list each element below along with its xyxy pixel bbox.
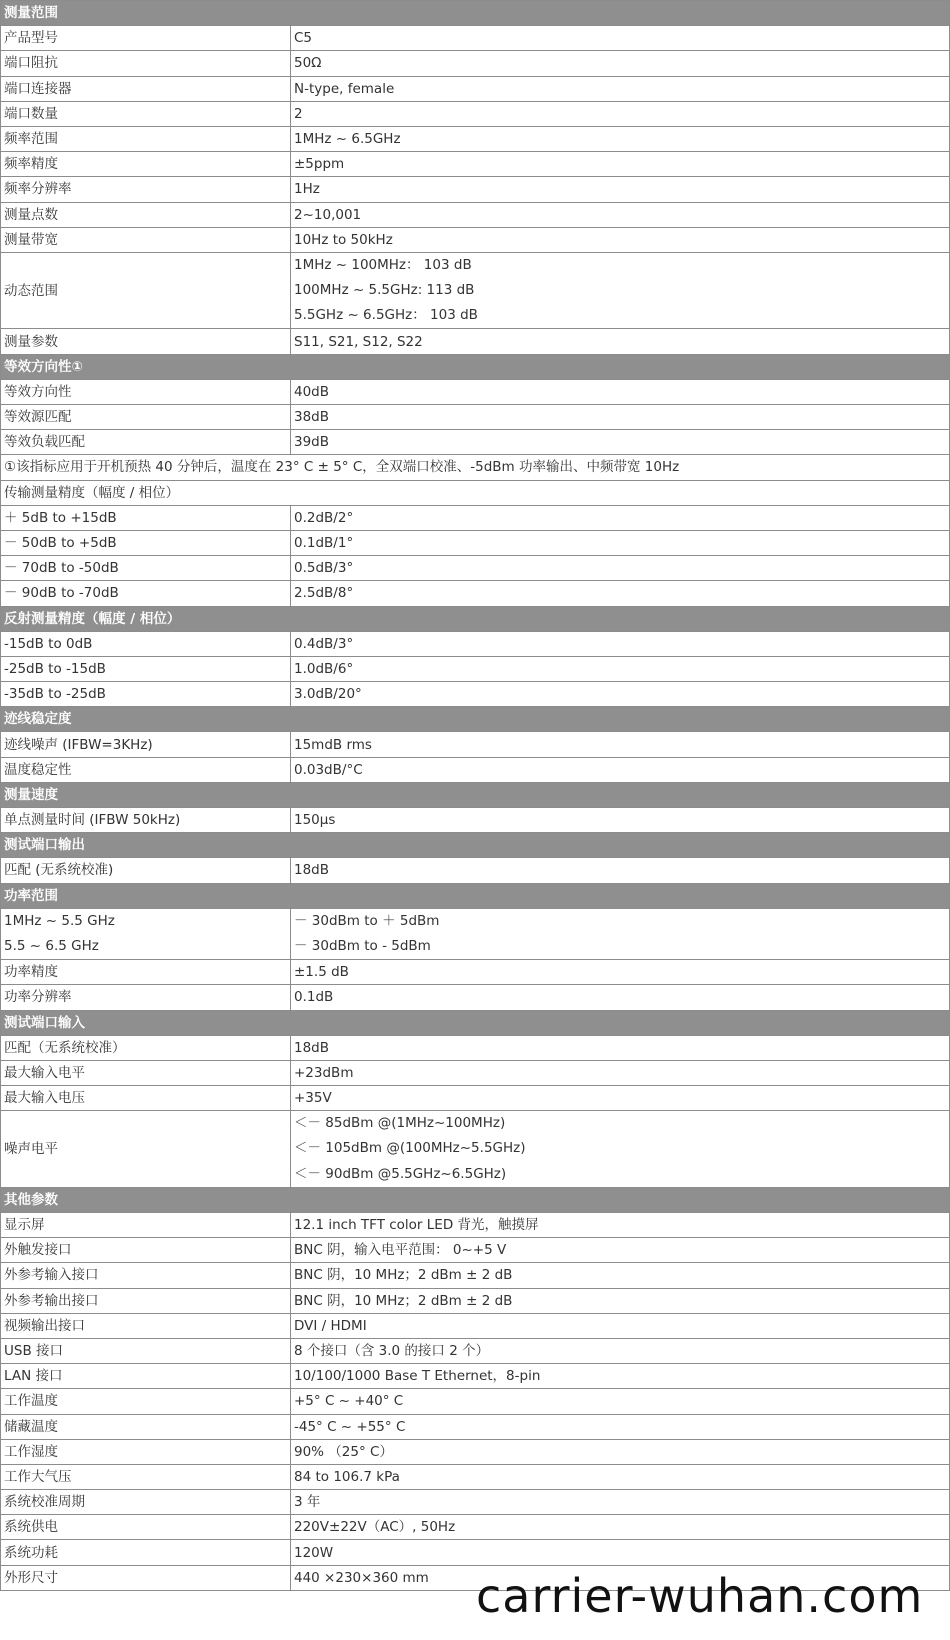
spec-label: 外参考输入接口 (1, 1263, 291, 1288)
spec-row (1, 757, 950, 782)
section-header-row (1, 354, 950, 379)
spec-row (1, 379, 950, 404)
section-title: 测量速度 (1, 782, 950, 807)
spec-value: BNC 阴，10 MHz；2 dBm ± 2 dB (291, 1288, 950, 1313)
spec-value: 0.1dB/1° (291, 530, 950, 555)
spec-value: 220V±22V（AC）, 50Hz (291, 1515, 950, 1540)
spec-value: 1.0dB/6° (291, 656, 950, 681)
section-title: 测量范围 (1, 1, 950, 26)
spec-label: 工作湿度 (1, 1439, 291, 1464)
spec-row (1, 1364, 950, 1389)
spec-label: 单点测量时间 (IFBW 50kHz) (1, 808, 291, 833)
spec-label: ＋ 5dB to +15dB (1, 505, 291, 530)
spec-value: 38dB (291, 405, 950, 430)
spec-value-line: 100MHz ~ 5.5GHz: 113 dB (294, 282, 475, 299)
spec-label: 噪声电平 (1, 1111, 291, 1188)
spec-value: 90% （25° C） (291, 1439, 950, 1464)
spec-label: 迹线噪声 (IFBW=3KHz) (1, 732, 291, 757)
spec-row (1, 1338, 950, 1363)
spec-label: 系统功耗 (1, 1540, 291, 1565)
spec-value: 10Hz to 50kHz (291, 227, 950, 252)
spec-row (1, 581, 950, 606)
spec-label: 端口阻抗 (1, 51, 291, 76)
spec-row (1, 960, 950, 985)
spec-label: 端口连接器 (1, 76, 291, 101)
spec-label: － 70dB to -50dB (1, 556, 291, 581)
spec-label: 功率分辨率 (1, 985, 291, 1010)
spec-row (1, 227, 950, 252)
spec-label: 最大输入电平 (1, 1060, 291, 1085)
spec-value: 0.5dB/3° (291, 556, 950, 581)
spec-row (1, 1515, 950, 1540)
spec-row (1, 1213, 950, 1238)
spec-value: +35V (291, 1086, 950, 1111)
spec-value: 2.5dB/8° (291, 581, 950, 606)
spec-value: ±5ppm (291, 152, 950, 177)
spec-row (1, 1060, 950, 1085)
spec-row (1, 656, 950, 681)
section-title: 测试端口输入 (1, 1010, 950, 1035)
spec-value-line: ＜－ 90dBm @5.5GHz~6.5GHz) (294, 1165, 507, 1182)
spec-label: 测量带宽 (1, 227, 291, 252)
spec-label: 显示屏 (1, 1213, 291, 1238)
spec-value: S11, S21, S12, S22 (291, 329, 950, 354)
spec-value: 50Ω (291, 51, 950, 76)
spec-value: 12.1 inch TFT color LED 背光，触摸屏 (291, 1213, 950, 1238)
spec-value-line: ＜－ 85dBm @(1MHz~100MHz) (294, 1115, 506, 1132)
spec-row (1, 1439, 950, 1464)
spec-label: LAN 接口 (1, 1364, 291, 1389)
spec-label-line: 1MHz ~ 5.5 GHz (4, 912, 115, 929)
spec-label: 动态范围 (1, 252, 291, 329)
spec-label: 储藏温度 (1, 1414, 291, 1439)
spec-row (1, 252, 950, 329)
spec-label: 端口数量 (1, 101, 291, 126)
spec-label: -25dB to -15dB (1, 656, 291, 681)
spec-value: 0.03dB/°C (291, 757, 950, 782)
spec-row (1, 505, 950, 530)
spec-value: 18dB (291, 1035, 950, 1060)
spec-row (1, 26, 950, 51)
spec-value: ±1.5 dB (291, 960, 950, 985)
spec-value: N-type, female (291, 76, 950, 101)
spec-label: 匹配（无系统校准） (1, 1035, 291, 1060)
spec-label: -15dB to 0dB (1, 631, 291, 656)
spec-label: 系统校准周期 (1, 1490, 291, 1515)
spec-value-line: 5.5GHz ~ 6.5GHz： 103 dB (294, 307, 478, 324)
spec-row (1, 1414, 950, 1439)
spec-value: 3.0dB/20° (291, 682, 950, 707)
section-title: 等效方向性① (1, 354, 950, 379)
spec-label: 测量参数 (1, 329, 291, 354)
spec-label-line: 5.5 ~ 6.5 GHz (4, 937, 99, 954)
section-header-row (1, 606, 950, 631)
spec-value: 2 (291, 101, 950, 126)
spec-label: 系统供电 (1, 1515, 291, 1540)
spec-value: 150μs (291, 808, 950, 833)
spec-row (1, 177, 950, 202)
spec-label: 产品型号 (1, 26, 291, 51)
spec-row (1, 858, 950, 883)
spec-label: 工作大气压 (1, 1464, 291, 1489)
spec-row (1, 682, 950, 707)
spec-row (1, 1111, 950, 1188)
spec-row (1, 985, 950, 1010)
note-row (1, 480, 950, 505)
spec-label: 频率精度 (1, 152, 291, 177)
spec-row (1, 405, 950, 430)
spec-row (1, 1540, 950, 1565)
spec-value-line: － 30dBm to ＋ 5dBm (294, 912, 440, 929)
spec-label: 外形尺寸 (1, 1565, 291, 1590)
section-header-row (1, 1010, 950, 1035)
spec-label: 外触发接口 (1, 1238, 291, 1263)
spec-row (1, 1490, 950, 1515)
spec-value: 8 个接口（含 3.0 的接口 2 个） (291, 1338, 950, 1363)
section-title: 其他参数 (1, 1187, 950, 1212)
spec-value: 84 to 106.7 kPa (291, 1464, 950, 1489)
spec-value: 18dB (291, 858, 950, 883)
spec-row (1, 732, 950, 757)
watermark-text: carrier-wuhan.com (476, 1569, 924, 1623)
spec-row (1, 51, 950, 76)
spec-value: 0.2dB/2° (291, 505, 950, 530)
spec-row (1, 430, 950, 455)
spec-label: 频率范围 (1, 126, 291, 151)
spec-row (1, 1086, 950, 1111)
spec-label: 最大输入电压 (1, 1086, 291, 1111)
spec-value: +5° C ~ +40° C (291, 1389, 950, 1414)
spec-row (1, 1389, 950, 1414)
spec-row (1, 1464, 950, 1489)
section-title: 测试端口输出 (1, 833, 950, 858)
spec-label: USB 接口 (1, 1338, 291, 1363)
spec-label: － 50dB to +5dB (1, 530, 291, 555)
spec-row (1, 1288, 950, 1313)
spec-value: 1Hz (291, 177, 950, 202)
spec-value: BNC 阴，输入电平范围： 0~+5 V (291, 1238, 950, 1263)
spec-value: 39dB (291, 430, 950, 455)
spec-row (1, 329, 950, 354)
section-header-row (1, 883, 950, 908)
spec-label: 测量点数 (1, 202, 291, 227)
spec-value: 2~10,001 (291, 202, 950, 227)
spec-row (1, 1313, 950, 1338)
spec-label: 工作温度 (1, 1389, 291, 1414)
spec-row (1, 202, 950, 227)
spec-value-line: － 30dBm to - 5dBm (294, 937, 431, 954)
spec-value: DVI / HDMI (291, 1313, 950, 1338)
spec-row (1, 101, 950, 126)
spec-value-line: ＜－ 105dBm @(100MHz~5.5GHz) (294, 1140, 526, 1157)
spec-row (1, 76, 950, 101)
spec-label: － 90dB to -70dB (1, 581, 291, 606)
spec-label (1, 908, 291, 959)
spec-value (291, 908, 950, 959)
spec-label: -35dB to -25dB (1, 682, 291, 707)
spec-value: 1MHz ~ 6.5GHz (291, 126, 950, 151)
section-title: 迹线稳定度 (1, 707, 950, 732)
section-title: 功率范围 (1, 883, 950, 908)
note-text: ①该指标应用于开机预热 40 分钟后，温度在 23° C ± 5° C，全双端口校准、-5dBm 功率输出、中频带宽 10Hz (1, 455, 950, 480)
spec-value: -45° C ~ +55° C (291, 1414, 950, 1439)
spec-value: 440 ×230×360 mm (291, 1565, 950, 1590)
spec-value (291, 1111, 950, 1188)
spec-label: 外参考输出接口 (1, 1288, 291, 1313)
section-header-row (1, 833, 950, 858)
spec-row (1, 908, 950, 959)
spec-row (1, 1238, 950, 1263)
section-header-row (1, 1187, 950, 1212)
spec-label: 功率精度 (1, 960, 291, 985)
spec-label: 匹配 (无系统校准) (1, 858, 291, 883)
spec-row (1, 1263, 950, 1288)
spec-value: 0.1dB (291, 985, 950, 1010)
spec-row (1, 152, 950, 177)
section-header-row (1, 782, 950, 807)
spec-value: 120W (291, 1540, 950, 1565)
spec-value: +23dBm (291, 1060, 950, 1085)
spec-row (1, 556, 950, 581)
spec-label: 频率分辨率 (1, 177, 291, 202)
spec-value: 40dB (291, 379, 950, 404)
section-header-row (1, 1, 950, 26)
spec-label: 视频输出接口 (1, 1313, 291, 1338)
spec-value: 0.4dB/3° (291, 631, 950, 656)
spec-value: BNC 阴，10 MHz；2 dBm ± 2 dB (291, 1263, 950, 1288)
section-title: 反射测量精度（幅度 / 相位） (1, 606, 950, 631)
spec-row (1, 808, 950, 833)
spec-row (1, 631, 950, 656)
spec-value: 10/100/1000 Base T Ethernet，8-pin (291, 1364, 950, 1389)
spec-value: C5 (291, 26, 950, 51)
spec-value: 3 年 (291, 1490, 950, 1515)
spec-row (1, 126, 950, 151)
note-row (1, 455, 950, 480)
spec-value (291, 252, 950, 329)
spec-value: 15mdB rms (291, 732, 950, 757)
note-text: 传输测量精度（幅度 / 相位） (1, 480, 950, 505)
spec-label: 温度稳定性 (1, 757, 291, 782)
spec-row (1, 1035, 950, 1060)
spec-label: 等效源匹配 (1, 405, 291, 430)
spec-value-line: 1MHz ~ 100MHz： 103 dB (294, 256, 472, 273)
spec-row (1, 530, 950, 555)
spec-label: 等效负载匹配 (1, 430, 291, 455)
section-header-row (1, 707, 950, 732)
spec-label: 等效方向性 (1, 379, 291, 404)
